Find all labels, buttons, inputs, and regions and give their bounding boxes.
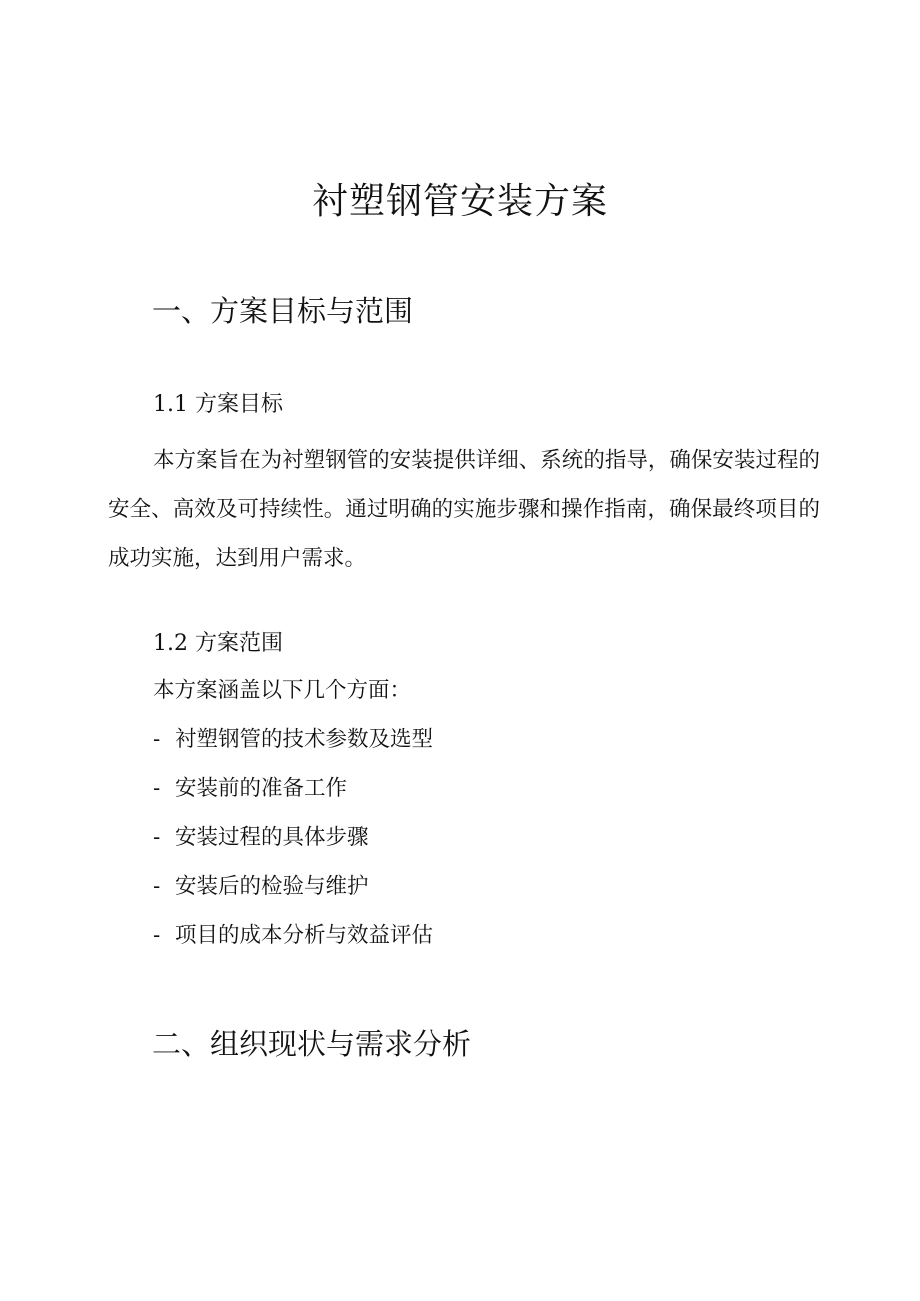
list-item-text: 安装前的准备工作 (175, 776, 348, 801)
list-bullet: - (153, 727, 161, 752)
list-item-text: 安装后的检验与维护 (175, 874, 369, 899)
list-bullet: - (153, 776, 161, 801)
section-heading-status-needs: 二、组织现状与需求分析 (152, 1027, 472, 1061)
list-bullet: - (153, 923, 161, 948)
list-item (153, 872, 433, 921)
list-item (153, 823, 433, 872)
list-bullet: - (153, 874, 161, 899)
subsection-heading-scope: 1.2 方案范围 (153, 631, 283, 656)
list-item-text: 项目的成本分析与效益评估 (175, 923, 434, 948)
section-heading-goals-scope: 一、方案目标与范围 (152, 294, 414, 328)
list-item (153, 725, 433, 774)
list-item (153, 921, 433, 970)
document-title: 衬塑钢管安装方案 (311, 181, 608, 222)
goal-paragraph: 本方案旨在为衬塑钢管的安装提供详细、系统的指导，确保安装过程的安全、高效及可持续性。通过明确的实施步骤和操作指南，确保最终项目的成功实施，达到用户需求。 (108, 448, 820, 571)
list-item (153, 774, 433, 823)
scope-intro: 本方案涵盖以下几个方面： (153, 678, 412, 703)
list-item-text: 衬塑钢管的技术参数及选型 (175, 727, 434, 752)
list-bullet: - (153, 825, 161, 850)
scope-list (153, 725, 433, 970)
list-item-text: 安装过程的具体步骤 (175, 825, 369, 850)
subsection-heading-goal: 1.1 方案目标 (153, 392, 283, 417)
